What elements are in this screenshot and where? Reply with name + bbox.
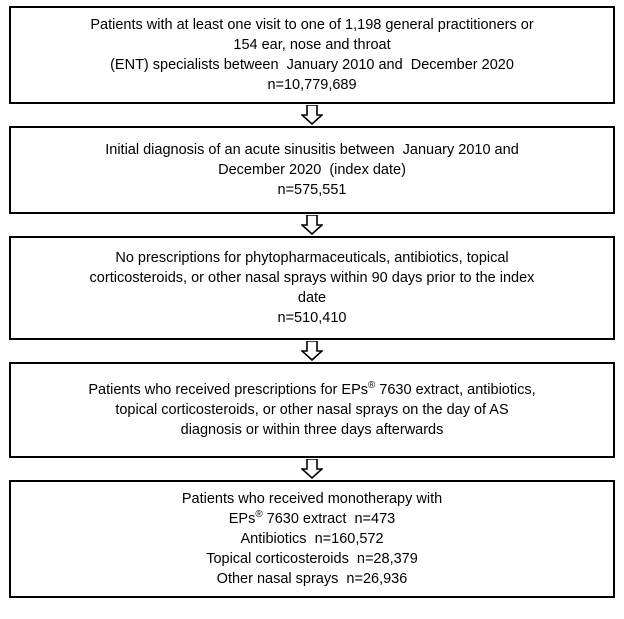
- flowchart-box-line: Other nasal sprays n=26,936: [216, 571, 408, 587]
- flowchart-box-line: n=575,551: [277, 182, 347, 198]
- flowchart-box-source-population: [9, 6, 615, 104]
- arrow-4-wrap: [301, 458, 323, 480]
- flowchart-box-received-prescriptions: [9, 362, 615, 458]
- flowchart-box-line: EPs® 7630 extract n=473: [228, 509, 396, 527]
- flowchart-box-line: (ENT) specialists between January 2010 and December 2020: [110, 57, 514, 73]
- flowchart-box-line: Patients with at least one visit to one of 1,198 general practitioners or: [90, 17, 534, 33]
- flowchart-box-monotherapy: [9, 480, 615, 598]
- arrow-2-wrap: [301, 214, 323, 236]
- arrow-1-wrap: [301, 104, 323, 126]
- flowchart-box-line: corticosteroids, or other nasal sprays within 90 days prior to the index: [89, 270, 535, 286]
- flowchart-box-line: Antibiotics n=160,572: [240, 531, 384, 547]
- flowchart-box-line: date: [297, 290, 327, 306]
- flowchart-box-line: December 2020 (index date): [218, 162, 406, 178]
- down-arrow-icon: [301, 341, 323, 361]
- flowchart-box-line: diagnosis or within three days afterwards: [180, 422, 444, 438]
- flowchart-box-line: No prescriptions for phytopharmaceuticals, antibiotics, topical: [115, 250, 509, 266]
- down-arrow-icon: [301, 459, 323, 479]
- down-arrow-icon: [301, 105, 323, 125]
- flowchart-box-line: Initial diagnosis of an acute sinusitis between January 2010 and: [105, 142, 519, 158]
- down-arrow-icon: [301, 215, 323, 235]
- flowchart-box-line: Patients who received prescriptions for EPs® 7630 extract, antibiotics,: [88, 380, 536, 398]
- arrow-3-wrap: [301, 340, 323, 362]
- flowchart-box-line: Topical corticosteroids n=28,379: [206, 551, 418, 567]
- flowchart-box-line: n=510,410: [277, 310, 347, 326]
- flowchart-box-no-prior-prescriptions: [9, 236, 615, 340]
- flowchart-box-line: 154 ear, nose and throat: [233, 37, 391, 53]
- flowchart-box-initial-diagnosis: [9, 126, 615, 214]
- flowchart-box-line: topical corticosteroids, or other nasal sprays on the day of AS: [115, 402, 509, 418]
- flowchart-box-line: n=10,779,689: [267, 77, 357, 93]
- flowchart-box-line: Patients who received monotherapy with: [181, 491, 443, 507]
